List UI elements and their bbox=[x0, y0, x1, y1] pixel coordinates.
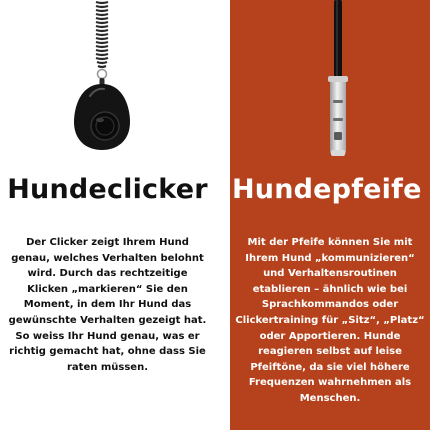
whistle-description: Mit der Pfeife können Sie mit Ihrem Hund „kommunizieren“ und Verhaltensroutinen etablieren – ähnlich wie bei Sprachkommandos oder Clickertraining für „Sitz“, „Platz“ oder Apportieren. Hunde reagieren selbst auf leise Pfeiftöne, da sie viel höhere Frequenzen wahrnehmen als Menschen. bbox=[235, 237, 425, 404]
clicker-heading: Hundeclicker bbox=[7, 174, 208, 205]
dog-whistle-icon bbox=[230, 0, 430, 175]
clicker-description: Der Clicker zeigt Ihrem Hund genau, welches Verhalten belohnt wird. Durch das rechtzeitige Klicken „markieren“ Sie den Moment, in dem Ihr Hund das gewünschte Verhalten gezeigt hat. So weiss Ihr Hund genau, was er richtig gemacht hat, ohne dass Sie raten müssen. bbox=[8, 237, 207, 373]
column-gap bbox=[215, 0, 230, 430]
whistle-heading: Hundepfeife bbox=[232, 174, 422, 205]
whistle-panel bbox=[230, 0, 430, 430]
dog-clicker-icon bbox=[0, 0, 215, 175]
